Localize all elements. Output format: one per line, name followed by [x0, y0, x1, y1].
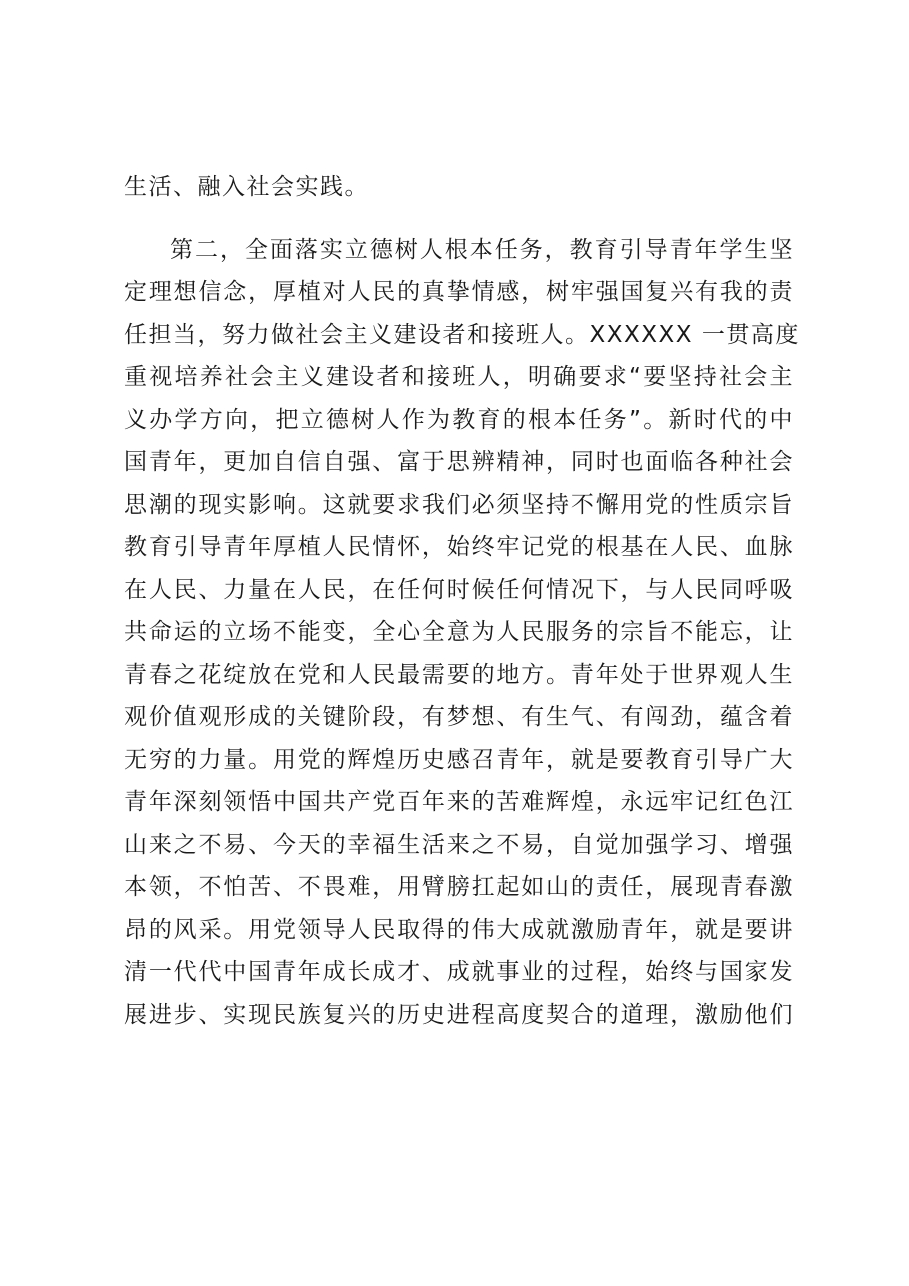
text-line: 教育引导青年厚植人民情怀，始终牢记党的根基在人民、血脉 — [124, 534, 794, 560]
text-line: 国青年，更加自信自强、富于思辨精神，同时也面临各种社会 — [124, 449, 794, 475]
text-line: 昂的风采。用党领导人民取得的伟大成就激励青年，就是要讲 — [124, 916, 794, 943]
text-line: 青春之花绽放在党和人民最需要的地方。青年处于世界观人生 — [124, 661, 794, 688]
text-line: 任担当，努力做社会主义建设者和接班人。XXXXXX 一贯高度 — [124, 321, 800, 348]
document-body — [124, 166, 800, 1036]
text-line: 第二，全面落实立德树人根本任务，教育引导青年学生坚 — [170, 236, 794, 263]
text-line: 清一代代中国青年成长成才、成就事业的过程，始终与国家发 — [124, 959, 794, 985]
text-line: 观价值观形成的关键阶段，有梦想、有生气、有闯劲，蕴含着 — [124, 704, 794, 730]
text-line: 在人民、力量在人民，在任何时候任何情况下，与人民同呼吸 — [124, 576, 794, 603]
text-line: 展进步、实现民族复兴的历史进程高度契合的道理，激励他们 — [124, 1001, 794, 1028]
text-line: 青年深刻领悟中国共产党百年来的苦难辉煌，永远牢记红色江 — [124, 789, 794, 815]
text-line: 无穷的力量。用党的辉煌历史感召青年，就是要教育引导广大 — [124, 746, 794, 773]
text-line: 定理想信念，厚植对人民的真挚情感，树牢强国复兴有我的责 — [124, 279, 794, 305]
text-line: 山来之不易、今天的幸福生活来之不易，自觉加强学习、增强 — [124, 831, 794, 858]
text-line: 思潮的现实影响。这就要求我们必须坚持不懈用党的性质宗旨 — [124, 491, 794, 518]
text-line: 共命运的立场不能变，全心全意为人民服务的宗旨不能忘，让 — [124, 619, 794, 645]
text-line: 重视培养社会主义建设者和接班人，明确要求“要坚持社会主 — [124, 364, 794, 390]
text-line: 义办学方向，把立德树人作为教育的根本任务”。新时代的中 — [124, 406, 794, 433]
paragraph — [124, 229, 800, 1037]
text-line: 生活、融入社会实践。 — [124, 174, 369, 200]
text-line: 本领，不怕苦、不畏难，用臂膀扛起如山的责任，展现青春激 — [124, 874, 794, 900]
paragraph-gap — [124, 209, 794, 229]
paragraph — [124, 166, 794, 209]
